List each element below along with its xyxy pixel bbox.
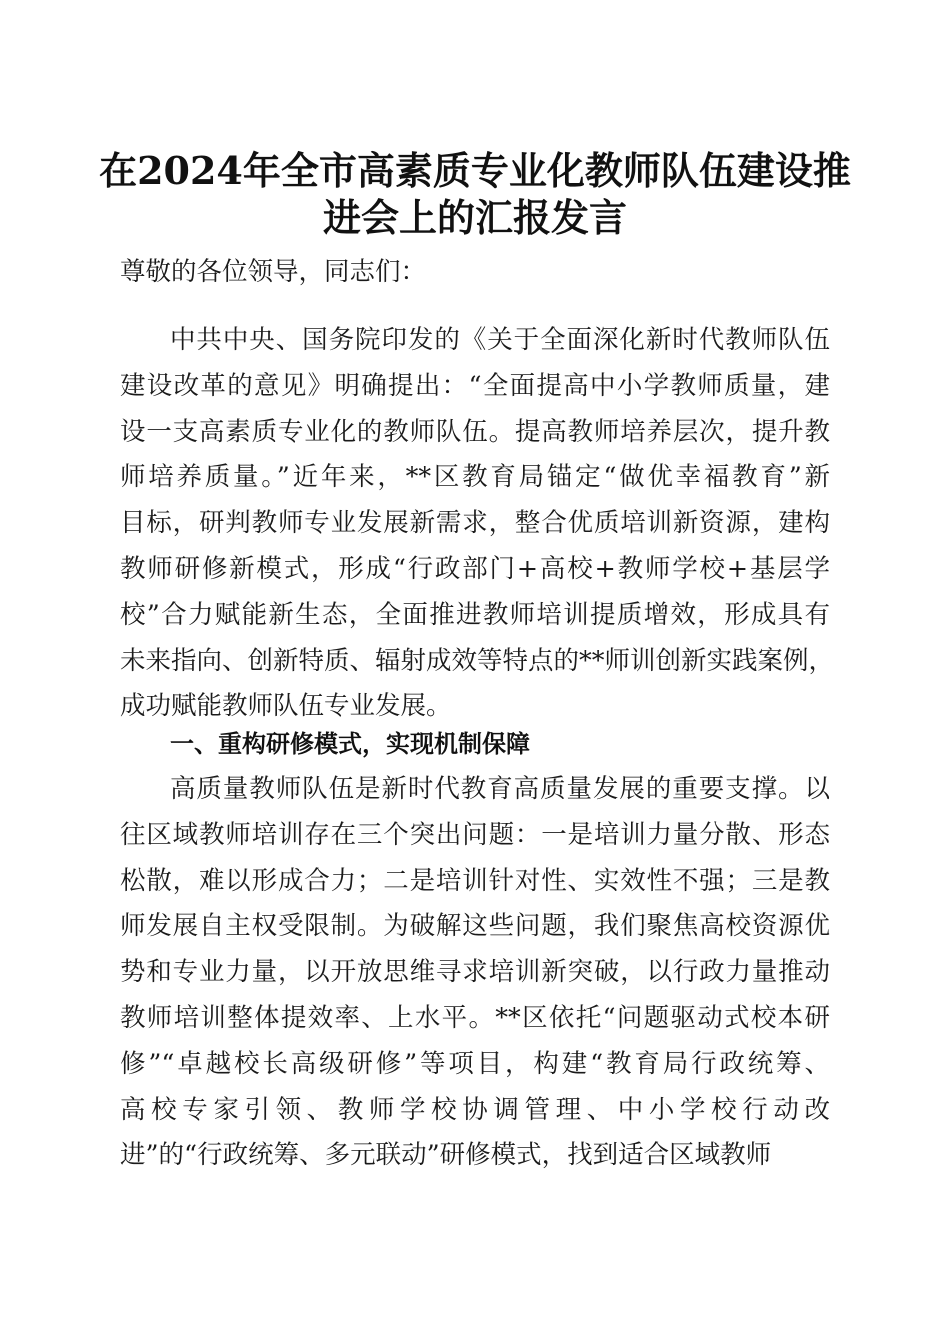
salutation: 尊敬的各位领导，同志们：	[120, 257, 427, 287]
text-line: 势和专业力量，以开放思维寻求培训新突破，以行政力量推动	[120, 957, 830, 988]
text-line: 师培养质量。”近年来，**区教育局锚定“做优幸福教育”新	[120, 462, 830, 493]
text-line: 往区域教师培训存在三个突出问题：一是培训力量分散、形态	[120, 819, 830, 850]
document-title-line-2: 进会上的汇报发言	[322, 195, 627, 240]
text-line: 目标，研判教师专业发展新需求，整合优质培训新资源，建构	[120, 508, 830, 539]
text-line: 教师培训整体提效率、上水平。**区依托“问题驱动式校本研	[120, 1003, 830, 1033]
text-line: 成功赋能教师队伍专业发展。	[120, 691, 452, 722]
text-line: 进”的“行政统筹、多元联动”研修模式，找到适合区域教师	[120, 1140, 772, 1171]
text-line: 师发展自主权受限制。为破解这些问题，我们聚焦高校资源优	[120, 911, 830, 942]
text-line: 校”合力赋能新生态，全面推进教师培训提质增效，形成具有	[120, 599, 830, 630]
text-line: 高质量教师队伍是新时代教育高质量发展的重要支撑。以	[170, 774, 830, 804]
text-line: 建设改革的意见》明确提出：“全面提高中小学教师质量，建	[120, 370, 830, 401]
text-line: 松散，难以形成合力；二是培训针对性、实效性不强；三是教	[120, 865, 830, 896]
section-1-heading: 一、重构研修模式，实现机制保障	[170, 730, 530, 758]
text-line: 教师研修新模式，形成“行政部门+高校+教师学校+基层学	[120, 554, 830, 584]
text-line: 未来指向、创新特质、辐射成效等特点的**师训创新实践案例，	[120, 645, 835, 676]
text-line: 修”“卓越校长高级研修”等项目，构建“教育局行政统筹、	[120, 1048, 830, 1079]
text-line: 中共中央、国务院印发的《关于全面深化新时代教师队伍	[170, 325, 830, 355]
text-line: 高校专家引领、教师学校协调管理、中小学校行动改	[120, 1094, 830, 1125]
text-line: 设一支高素质专业化的教师队伍。提高教师培养层次，提升教	[120, 416, 830, 447]
document-title-line-1: 在2024年全市高素质专业化教师队伍建设推	[99, 148, 851, 193]
